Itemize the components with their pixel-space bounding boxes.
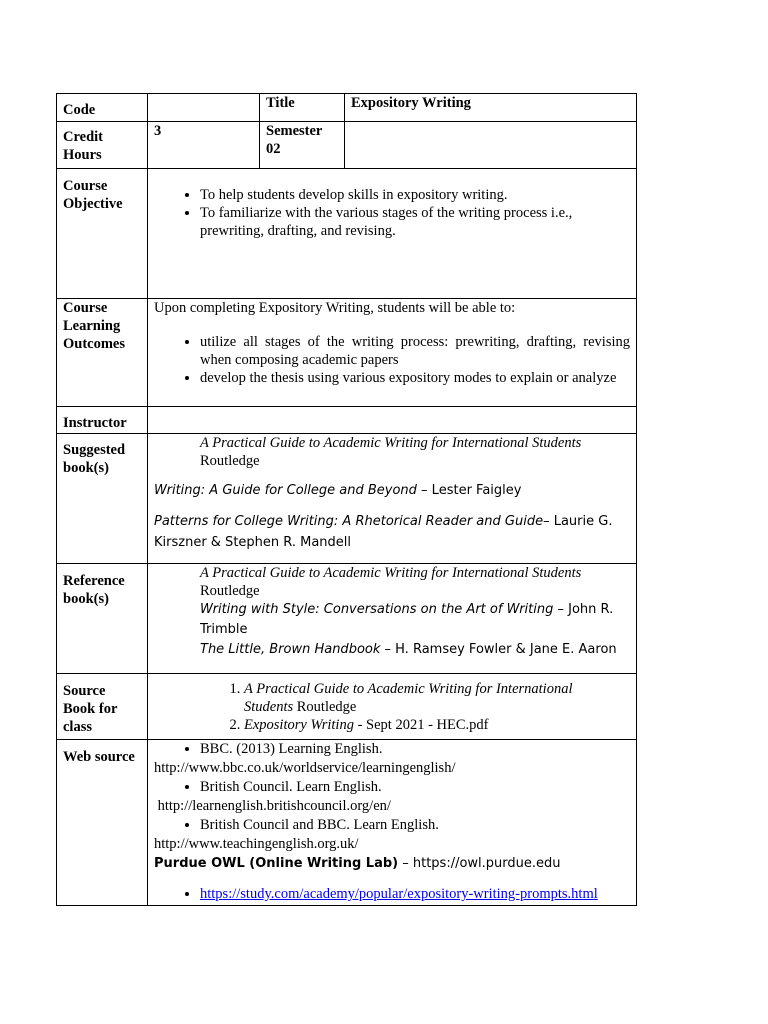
source-publisher: Routledge bbox=[293, 699, 357, 715]
source-item-1 bbox=[244, 680, 600, 716]
row-credit-semester bbox=[57, 122, 637, 169]
objective-item: • To familiarize with the various stages of the writing process i.e., prewriting, drafting, and revising. bbox=[200, 204, 630, 240]
book-author: – Lester Faigley bbox=[416, 483, 522, 498]
book-title: Writing with Style: Conversations on the Art of Writing bbox=[200, 602, 554, 617]
semester-label bbox=[260, 122, 345, 169]
objective-label bbox=[57, 169, 148, 299]
row-code-title bbox=[57, 94, 637, 122]
row-suggested-books bbox=[57, 434, 637, 564]
web-source-label: Web source bbox=[57, 740, 148, 906]
source-book-label bbox=[57, 674, 148, 740]
reference-book-1 bbox=[154, 564, 630, 600]
reference-book-2 bbox=[154, 600, 630, 640]
book-title: The Little, Brown Handbook bbox=[200, 642, 381, 657]
title-value: Expository Writing bbox=[345, 94, 637, 122]
book-author: – H. Ramsey Fowler & Jane E. Aaron bbox=[380, 642, 617, 657]
book-title: Patterns for College Writing: A Rhetorical Reader and Guide bbox=[154, 514, 544, 529]
web-source-name: • BBC. (2013) Learning English. bbox=[200, 740, 630, 759]
reference-label-line1: Reference bbox=[63, 573, 125, 589]
code-label: Code bbox=[57, 94, 148, 122]
reference-books-label bbox=[57, 564, 148, 674]
credit-hours-value: 3 bbox=[148, 122, 260, 169]
book-publisher: Routledge bbox=[200, 453, 260, 469]
outcomes-label-line2: Learning bbox=[63, 318, 121, 334]
row-reference-books bbox=[57, 564, 637, 674]
instructor-label: Instructor bbox=[57, 407, 148, 434]
source-title: A Practical Guide to Academic Writing for International Students bbox=[244, 681, 573, 715]
semester-label-line1: Semester bbox=[266, 123, 323, 139]
code-value bbox=[148, 94, 260, 122]
row-web-source bbox=[57, 740, 637, 906]
source-label-line1: Source bbox=[63, 683, 106, 699]
semester-label-line2: 02 bbox=[266, 141, 281, 157]
book-title: A Practical Guide to Academic Writing for International Students bbox=[200, 435, 582, 451]
suggested-book-2 bbox=[154, 481, 630, 501]
source-book-content bbox=[148, 674, 637, 740]
web-source-url: http://learnenglish.britishcouncil.org/en/ bbox=[154, 798, 391, 814]
row-objective bbox=[57, 169, 637, 299]
reference-label-line2: book(s) bbox=[63, 591, 109, 607]
objective-label-line1: Course bbox=[63, 178, 108, 194]
owl-url: – https://owl.purdue.edu bbox=[398, 856, 561, 871]
suggested-books-content bbox=[148, 434, 637, 564]
book-title: Writing: A Guide for College and Beyond bbox=[154, 483, 417, 498]
suggested-label-line2: book(s) bbox=[63, 460, 109, 476]
row-instructor bbox=[57, 407, 637, 434]
suggested-book-1 bbox=[154, 434, 630, 470]
web-source-url: http://www.bbc.co.uk/worldservice/learningenglish/ bbox=[154, 760, 456, 776]
source-label-line2: Book for bbox=[63, 701, 118, 717]
suggested-books-label bbox=[57, 434, 148, 564]
row-outcomes bbox=[57, 299, 637, 407]
outcome-item: • develop the thesis using various expository modes to explain or analyze bbox=[200, 369, 630, 387]
source-title: Expository Writing bbox=[244, 717, 354, 733]
outcomes-label bbox=[57, 299, 148, 407]
credit-label-line2: Hours bbox=[63, 147, 102, 163]
source-label-line3: class bbox=[63, 719, 92, 735]
outcomes-label-line1: Course bbox=[63, 300, 108, 316]
book-author: – John R. Trimble bbox=[200, 602, 614, 637]
book-title: A Practical Guide to Academic Writing for International Students bbox=[200, 565, 582, 581]
course-outline-table bbox=[56, 93, 637, 906]
title-label: Title bbox=[260, 94, 345, 122]
source-item-2 bbox=[244, 716, 600, 734]
credit-hours-label bbox=[57, 122, 148, 169]
web-source-content bbox=[148, 740, 637, 906]
instructor-value bbox=[148, 407, 637, 434]
suggested-book-3 bbox=[154, 511, 630, 553]
source-detail: - Sept 2021 - HEC.pdf bbox=[353, 717, 489, 733]
reference-books-content bbox=[148, 564, 637, 674]
web-source-name: • British Council and BBC. Learn English. bbox=[200, 816, 630, 835]
study-com-link[interactable]: https://study.com/academy/popular/expository-writing-prompts.html bbox=[200, 886, 598, 902]
outcomes-label-line3: Outcomes bbox=[63, 336, 126, 352]
owl-name: Purdue OWL (Online Writing Lab) bbox=[154, 856, 399, 871]
web-source-name: • British Council. Learn English. bbox=[200, 778, 630, 797]
objective-content bbox=[148, 169, 637, 299]
book-author: – Laurie G. Kirszner & Stephen R. Mandell bbox=[154, 514, 613, 550]
suggested-label-line1: Suggested bbox=[63, 442, 126, 458]
outcomes-intro: Upon completing Expository Writing, students will be able to: bbox=[154, 300, 516, 316]
reference-book-3 bbox=[154, 640, 630, 660]
outcomes-content bbox=[148, 299, 637, 407]
semester-value bbox=[345, 122, 637, 169]
objective-item: • To help students develop skills in expository writing. bbox=[200, 186, 630, 204]
row-source-book bbox=[57, 674, 637, 740]
objective-label-line2: Objective bbox=[63, 196, 123, 212]
book-publisher: Routledge bbox=[200, 583, 260, 599]
outcome-item: • utilize all stages of the writing process: prewriting, drafting, revising when composing academic papers bbox=[200, 333, 630, 369]
web-source-url: http://www.teachingenglish.org.uk/ bbox=[154, 836, 359, 852]
purdue-owl-source bbox=[154, 854, 630, 874]
credit-label-line1: Credit bbox=[63, 129, 104, 145]
